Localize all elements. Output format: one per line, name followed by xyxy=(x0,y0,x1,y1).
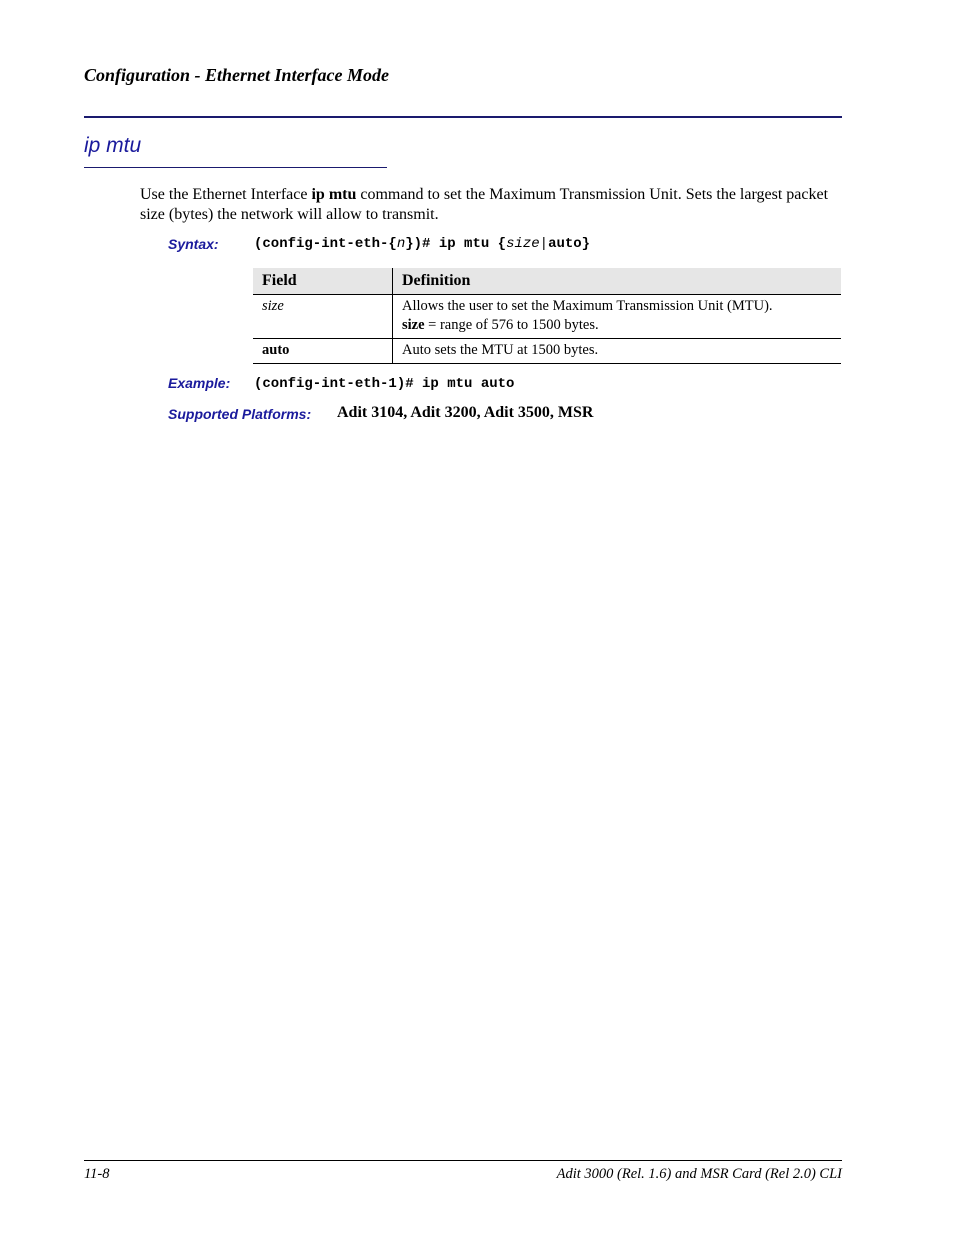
syntax-prefix: (config-int-eth-{ xyxy=(254,236,397,252)
command-title: ip mtu xyxy=(84,134,142,157)
table-row xyxy=(253,339,841,364)
intro-command: ip mtu xyxy=(311,186,357,203)
intro-text-after: command to set the Maximum Transmission Unit. Sets the largest packet size (bytes) the network will allow to transmit. xyxy=(140,186,829,223)
definition-range: = range of 576 to 1500 bytes. xyxy=(424,317,599,333)
platforms-value: Adit 3104, Adit 3200, Adit 3500, MSR xyxy=(337,404,594,421)
document-title: Adit 3000 (Rel. 1.6) and MSR Card (Rel 2.0) CLI xyxy=(556,1166,842,1182)
page-number: 11-8 xyxy=(84,1166,110,1182)
syntax-label: Syntax: xyxy=(168,236,219,252)
definition-cell xyxy=(393,295,842,339)
field-auto: auto xyxy=(262,342,290,358)
field-size: size xyxy=(262,298,284,314)
command-description xyxy=(140,185,840,225)
header-rule xyxy=(84,116,842,118)
field-definition-table xyxy=(253,268,841,364)
platforms-label: Supported Platforms: xyxy=(168,406,312,422)
field-cell xyxy=(253,295,393,339)
table-header-row xyxy=(253,268,841,295)
definition-line: Allows the user to set the Maximum Transmission Unit (MTU). xyxy=(402,298,773,314)
definition-cell xyxy=(393,339,842,364)
definition-line: Auto sets the MTU at 1500 bytes. xyxy=(402,342,599,358)
syntax-suffix: auto} xyxy=(548,236,591,252)
field-cell xyxy=(253,339,393,364)
intro-text-before: Use the Ethernet Interface xyxy=(140,186,312,203)
running-header: Configuration - Ethernet Interface Mode xyxy=(84,65,390,85)
header-definition: Definition xyxy=(393,268,842,295)
syntax-code xyxy=(254,236,590,252)
syntax-middle: })# ip mtu { xyxy=(405,236,507,252)
syntax-separator: | xyxy=(539,236,549,252)
title-rule xyxy=(84,167,387,168)
footer-rule xyxy=(84,1160,842,1161)
syntax-var-size: size xyxy=(506,236,540,252)
definition-bold-term: size xyxy=(402,317,425,333)
header-field: Field xyxy=(253,268,393,295)
table-row xyxy=(253,295,841,339)
example-code: (config-int-eth-1)# ip mtu auto xyxy=(254,376,515,392)
syntax-var-n: n xyxy=(396,236,406,252)
example-label: Example: xyxy=(168,375,231,391)
